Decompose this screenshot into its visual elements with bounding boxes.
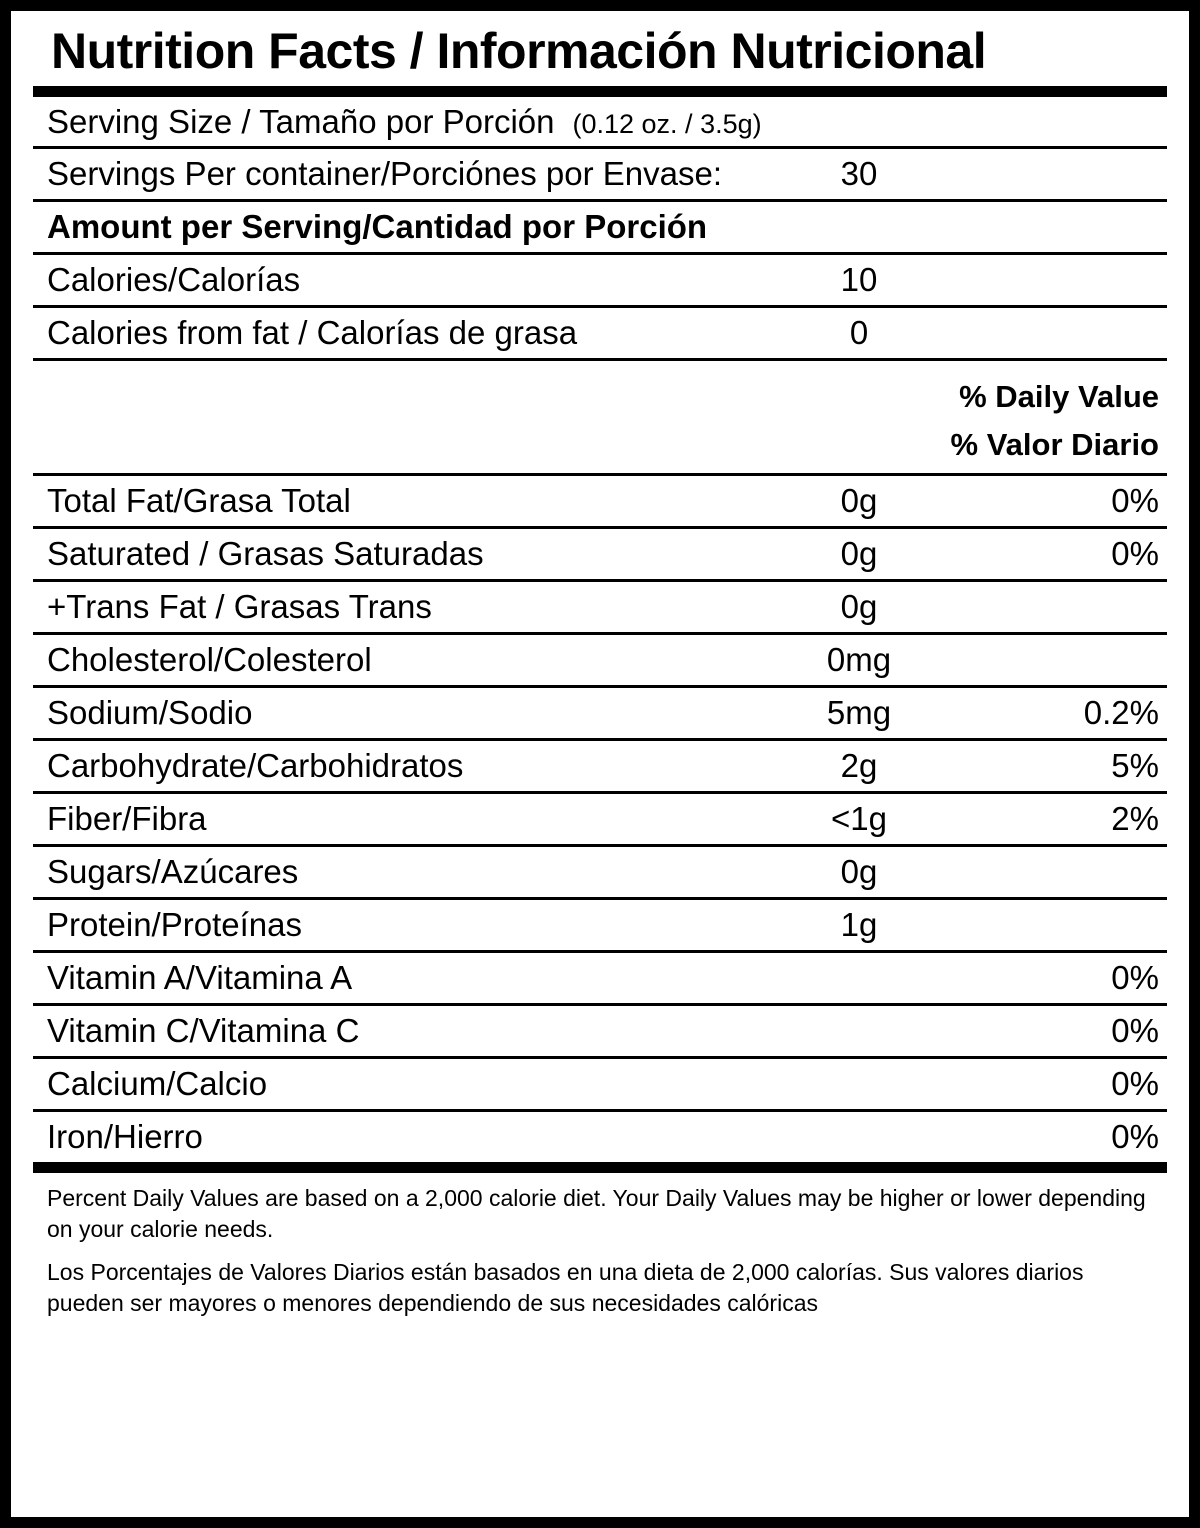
panel-title: Nutrition Facts / Información Nutricional: [51, 23, 987, 79]
nutrient-row: [33, 529, 1167, 579]
nutrient-row: [33, 794, 1167, 844]
footnote-spanish: Los Porcentajes de Valores Diarios están basados en una dieta de 2,000 calorías. Sus valores diarios pueden ser mayores o menores dependiendo de sus necesidades calóricas: [47, 1258, 1084, 1316]
nutrient-amount: 2g: [840, 747, 878, 785]
nutrient-amount: 0g: [840, 482, 878, 520]
serving-size-value: (0.12 oz. / 3.5g): [572, 108, 762, 139]
nutrient-daily-value: 0%: [1111, 958, 1159, 996]
nutrient-daily-value: 2%: [1111, 799, 1159, 837]
servings-per-container-row: [33, 149, 1167, 199]
footnote-block: [33, 1173, 1167, 1319]
nutrient-row: [33, 688, 1167, 738]
nutrient-amount: 0g: [840, 535, 878, 573]
serving-size-row: [33, 97, 1167, 147]
amount-per-serving-label: Amount per Serving/Cantidad por Porción: [47, 208, 708, 246]
calories-from-fat-value: 0: [849, 314, 869, 352]
calories-row: [33, 255, 1167, 305]
calories-label: Calories/Calorías: [47, 261, 301, 299]
nutrient-row: [33, 900, 1167, 950]
nutrient-name: Cholesterol/Colesterol: [47, 641, 372, 679]
nutrient-row: [33, 741, 1167, 791]
nutrient-daily-value: 0%: [1111, 1117, 1159, 1155]
nutrient-name: Saturated / Grasas Saturadas: [47, 535, 484, 573]
nutrient-amount: 1g: [840, 905, 878, 943]
nutrient-row: [33, 1059, 1167, 1109]
nutrient-name: Sugars/Azúcares: [47, 852, 299, 890]
nutrient-rows: [33, 476, 1167, 1161]
nutrient-name: Carbohydrate/Carbohidratos: [47, 747, 464, 785]
nutrient-name: Vitamin A/Vitamina A: [47, 958, 353, 996]
servings-per-container-label: Servings Per container/Porciónes por Envase:: [47, 155, 723, 193]
nutrient-name: Vitamin C/Vitamina C: [47, 1011, 360, 1049]
nutrient-amount: <1g: [831, 799, 887, 837]
nutrient-daily-value: 0%: [1111, 1064, 1159, 1102]
nutrient-name: Total Fat/Grasa Total: [47, 482, 351, 520]
divider-thick-title: [33, 86, 1167, 97]
servings-per-container-value: 30: [840, 155, 878, 193]
calories-from-fat-label: Calories from fat / Calorías de grasa: [47, 314, 578, 352]
nutrient-name: Iron/Hierro: [47, 1117, 203, 1155]
nutrient-daily-value: 0%: [1111, 482, 1159, 520]
amount-per-serving-row: [33, 202, 1167, 252]
nutrient-daily-value: 0.2%: [1083, 694, 1159, 732]
nutrient-row: [33, 1006, 1167, 1056]
calories-from-fat-row: [33, 308, 1167, 358]
calories-value: 10: [840, 261, 878, 299]
nutrient-amount: 0g: [840, 588, 878, 626]
nutrient-amount: 5mg: [826, 694, 892, 732]
nutrient-row: [33, 582, 1167, 632]
serving-size-label: Serving Size / Tamaño por Porción: [47, 102, 555, 140]
nutrient-name: Fiber/Fibra: [47, 799, 207, 837]
nutrient-name: Calcium/Calcio: [47, 1064, 268, 1102]
footnote-english: Percent Daily Values are based on a 2,000 calorie diet. Your Daily Values may be higher or lower depending on your calorie needs.: [47, 1184, 1146, 1242]
nutrient-daily-value: 5%: [1111, 747, 1159, 785]
nutrient-row: [33, 635, 1167, 685]
nutrient-row: [33, 847, 1167, 897]
nutrient-daily-value: 0%: [1111, 1011, 1159, 1049]
nutrient-row: [33, 953, 1167, 1003]
daily-value-header-block: [33, 361, 1167, 473]
nutrient-amount: 0mg: [826, 641, 892, 679]
divider-thick-footnote: [33, 1162, 1167, 1173]
daily-value-header-es: % Valor Diario: [950, 427, 1159, 463]
nutrient-daily-value: 0%: [1111, 535, 1159, 573]
daily-value-header-en: % Daily Value: [959, 379, 1159, 415]
nutrient-name: Protein/Proteínas: [47, 905, 302, 943]
nutrient-row: [33, 476, 1167, 526]
nutrient-amount: 0g: [840, 852, 878, 890]
nutrient-name: +Trans Fat / Grasas Trans: [47, 588, 432, 626]
nutrient-row: [33, 1112, 1167, 1162]
nutrient-name: Sodium/Sodio: [47, 694, 253, 732]
